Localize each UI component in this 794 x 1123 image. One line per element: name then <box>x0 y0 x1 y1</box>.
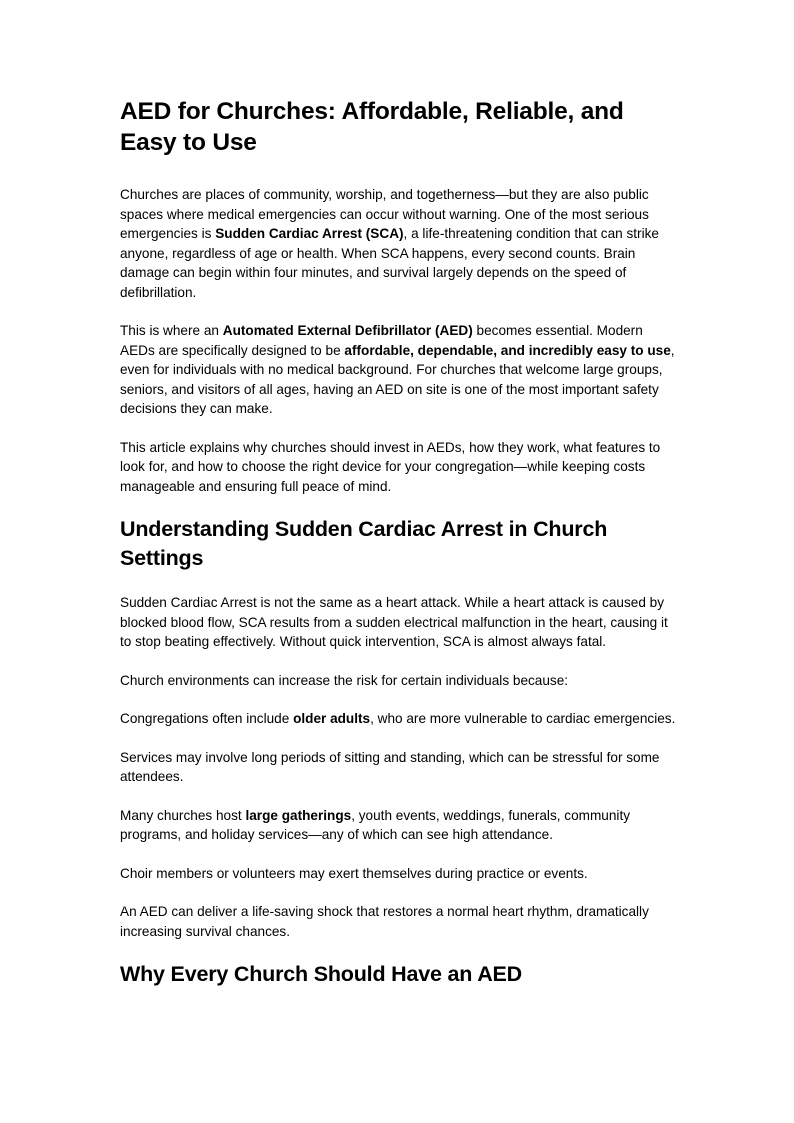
intro-paragraph-2 <box>120 321 676 419</box>
section-heading-sca: Understanding Sudden Cardiac Arrest in Church Settings <box>120 517 608 570</box>
section-heading-why-aed: Why Every Church Should Have an AED <box>120 962 522 986</box>
bold-text: Sudden Cardiac Arrest (SCA) <box>215 226 404 241</box>
section1-paragraph-2: Church environments can increase the risk for certain individuals because: <box>120 672 569 688</box>
section1-paragraph-5 <box>120 806 676 845</box>
text-run: Congregations often include <box>120 711 294 726</box>
bold-text: large gatherings <box>245 807 352 823</box>
text-run: , a life-threatening condition that can strike anyone, regardless of age or health. When SCA happens, every second counts. Brain damage can begin within four minutes, and survival largely depends on the speed of defibrillation. <box>120 226 659 300</box>
text-run: Churches are places of community, worship, and togetherness—but they are also public spaces where medical emergencies can occur without warning. One of the most serious emergencies is <box>120 187 649 241</box>
section1-paragraph-3 <box>120 709 676 729</box>
bold-text: Automated External Defibrillator (AED) <box>222 323 473 338</box>
page-title: AED for Churches: Affordable, Reliable, and Easy to Use <box>120 98 624 156</box>
text-run: , who are more vulnerable to cardiac emergencies. <box>370 711 676 726</box>
text-run: Many churches host <box>120 807 246 823</box>
section1-paragraph-7: An AED can deliver a life-saving shock that restores a normal heart rhythm, dramatically increasing survival chances. <box>120 904 649 939</box>
section1-paragraph-1: Sudden Cardiac Arrest is not the same as a heart attack. While a heart attack is caused by blocked blood flow, SCA results from a sudden electrical malfunction in the heart, causing it to stop beating effectively. Without quick intervention, SCA is almost always fatal. <box>120 595 668 649</box>
section1-paragraph-4: Services may involve long periods of sitting and standing, which can be stressful for some attendees. <box>120 749 660 784</box>
text-run: This is where an <box>120 323 223 338</box>
text-run: , youth events, weddings, funerals, community programs, and holiday services—any of which can see high attendance. <box>120 807 631 842</box>
intro-paragraph-1 <box>120 185 676 302</box>
text-run: , even for individuals with no medical background. For churches that welcome large groups, seniors, and visitors of all ages, having an AED on site is one of the most important safety decisions they can make. <box>120 342 675 416</box>
text-run: becomes essential. Modern AEDs are specifically designed to be <box>120 323 643 358</box>
intro-paragraph-3: This article explains why churches should invest in AEDs, how they work, what features to look for, and how to choose the right device for your congregation—while keeping costs manageable and ensuring full peace of mind. <box>120 439 661 494</box>
bold-text: older adults <box>293 711 371 726</box>
section1-paragraph-6: Choir members or volunteers may exert themselves during practice or events. <box>120 865 588 881</box>
bold-text: affordable, dependable, and incredibly easy to use <box>344 342 671 358</box>
document-page <box>120 96 676 1009</box>
